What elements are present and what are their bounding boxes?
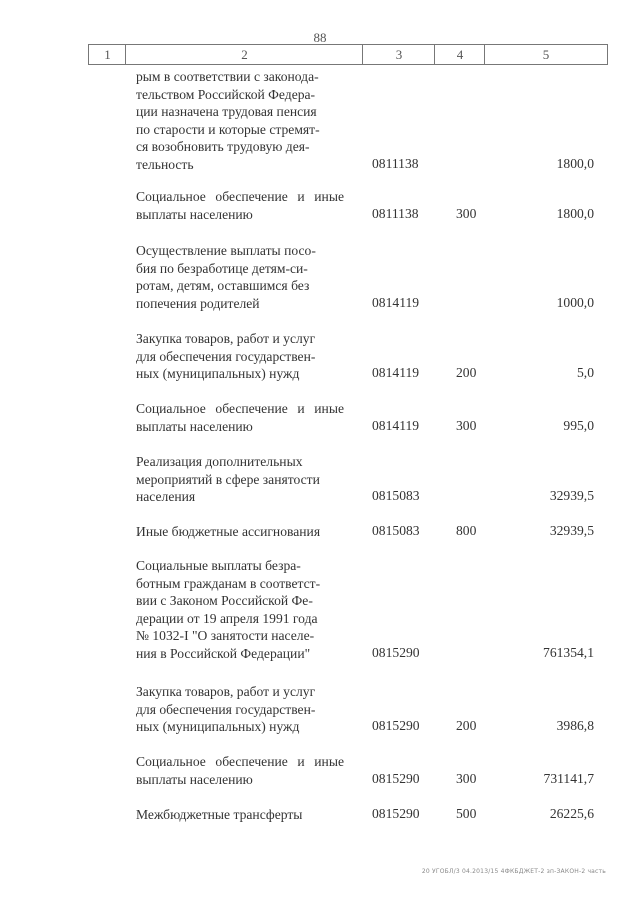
footer-doc-id: 20 УГОБЛ/3 04.2013/15 4ФКБДЖЕТ-2 зп-ЗАКОН-2 часть [421,868,606,875]
row-description: Социальные выплаты безра- ботным гражданам в соответст- вии с Законом Российской Фе- дерации от 19 апреля 1991 года № 1032-I "О занятости населе- ния в Российской Федерации" [136,558,321,661]
row-amount: 731141,7 [543,771,594,786]
header-col-4: 4 [434,45,485,64]
row-code: 0815290 [372,806,420,821]
row-amount: 32939,5 [549,523,594,538]
header-col-3: 3 [362,45,435,64]
row-code: 0814119 [372,418,420,433]
row-amount: 32939,5 [549,488,594,503]
page-number: 88 [313,30,327,45]
row-code: 0814119 [372,295,420,310]
header-col-1: 1 [88,45,126,64]
row-description: Социальное обеспечение и иные выплаты населению [136,754,344,787]
row-type: 300 [456,418,477,433]
row-code: 0811138 [372,206,419,221]
row-amount: 995,0 [563,418,594,433]
row-code: 0814119 [372,365,420,380]
row-amount: 26225,6 [549,806,594,821]
row-description: Иные бюджетные ассигнования [136,524,321,539]
table-header [88,44,608,65]
header-col-5: 5 [484,45,608,64]
row-type: 300 [456,206,477,221]
row-amount: 3986,8 [556,718,594,733]
row-amount: 5,0 [577,365,594,380]
row-description: Социальное обеспечение и иные выплаты населению [136,401,344,434]
row-description: Реализация дополнительных мероприятий в сфере занятости населения [136,454,320,505]
row-type: 300 [456,771,477,786]
header-col-2: 2 [125,45,363,64]
row-code: 0815290 [372,718,420,733]
row-description: Социальное обеспечение и иные выплаты населению [136,189,344,222]
row-amount: 761354,1 [543,645,594,660]
row-code: 0815083 [372,488,420,503]
row-description: Межбюджетные трансферты [136,807,303,822]
row-description: Осуществление выплаты посо- бия по безработице детям-си- ротам, детям, оставшимся без попечения родителей [136,243,316,311]
row-type: 800 [456,523,477,538]
row-description: Закупка товаров, работ и услуг для обеспечения государствен- ных (муниципальных) нужд [136,684,316,735]
row-description: рым в соответствии с законода- тельством Российской Федера- ции назначена трудовая пенсия по старости и которые стремят- ся возобновить трудовую дея- тельность [136,69,320,172]
row-code: 0815083 [372,523,420,538]
row-code: 0811138 [372,156,419,171]
row-code: 0815290 [372,771,420,786]
row-amount: 1800,0 [556,156,594,171]
row-code: 0815290 [372,645,420,660]
row-amount: 1000,0 [556,295,594,310]
row-description: Закупка товаров, работ и услуг для обеспечения государствен- ных (муниципальных) нужд [136,331,316,382]
row-type: 500 [456,806,477,821]
row-type: 200 [456,365,477,380]
row-type: 200 [456,718,477,733]
row-amount: 1800,0 [556,206,594,221]
